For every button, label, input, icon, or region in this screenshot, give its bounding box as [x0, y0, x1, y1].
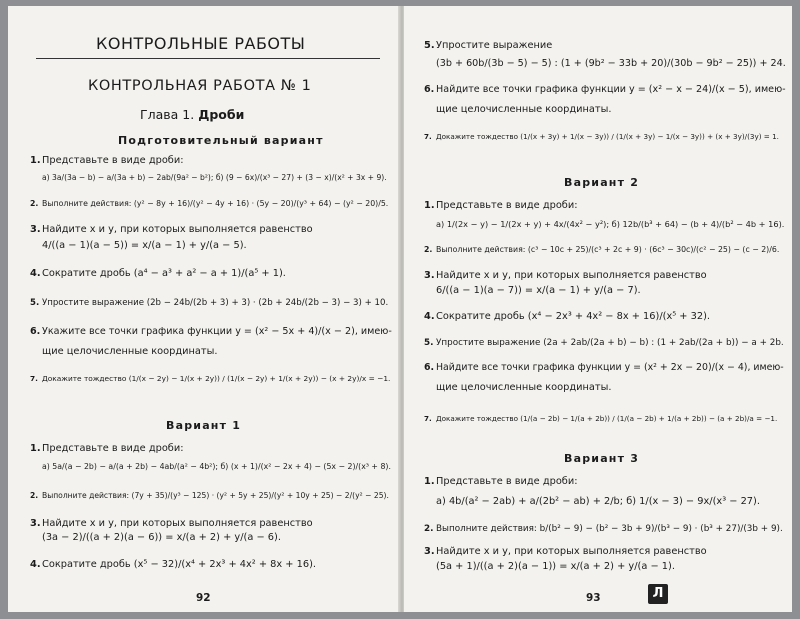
task-number: 6. — [424, 84, 435, 95]
task-text: Сократите дробь (a⁴ − a³ + a² − a + 1)/(a⁵ + 1). — [42, 268, 286, 279]
left-page — [8, 6, 400, 612]
task-line — [424, 285, 641, 296]
task-text: 6/((a − 1)(a − 7)) = x/(a − 1) + y/(a − 7). — [436, 285, 641, 296]
task-text: Докажите тождество (1/(x − 2y) − 1/(x + 2y)) / (1/(x − 2y) + 1/(x + 2y)) − (x + 2y)/x = −1. — [42, 374, 391, 383]
task-text: а) 4b/(a² − 2ab) + a/(2b² − ab) + 2/b; б) 1/(x − 3) − 9x/(x³ − 27). — [436, 496, 760, 507]
task-line — [424, 524, 783, 534]
task-line — [30, 268, 286, 279]
task-number: 4. — [30, 268, 41, 279]
task-text: щие целочисленные координаты. — [42, 346, 218, 357]
task-number: 6. — [424, 362, 435, 373]
right-page — [404, 6, 792, 612]
task-line — [30, 532, 281, 543]
task-text: Представьте в виде дроби: — [436, 200, 578, 211]
task-text: 4/((a − 1)(a − 5)) = x/(a − 1) + y/(a − 5). — [42, 240, 247, 251]
task-line — [424, 270, 707, 281]
task-number: 6. — [30, 326, 41, 337]
task-number: 7. — [30, 374, 38, 383]
task-line — [30, 199, 388, 208]
task-line — [424, 338, 784, 348]
task-text: Выполните действия: b/(b² − 9) − (b² − 3b + 9)/(b³ − 9) · (b³ + 27)/(3b + 9). — [436, 524, 783, 534]
task-text: Найдите x и y, при которых выполняется равенство — [42, 518, 313, 529]
task-line — [30, 346, 217, 357]
prep-variant-title: Подготовительный вариант — [118, 134, 324, 147]
task-text: Сократите дробь (x⁵ − 32)/(x⁴ + 2x³ + 4x² + 8x + 16). — [42, 559, 317, 570]
task-number: 5. — [424, 40, 435, 51]
task-text: Упростите выражение (2b − 24b/(2b + 3) + 3) · (2b + 24b/(2b − 3) − 3) + 10. — [42, 298, 389, 308]
variant1-title: Вариант 1 — [166, 419, 242, 432]
chapter-name: Дроби — [198, 107, 245, 122]
task-line — [30, 491, 389, 500]
task-line — [424, 200, 578, 211]
task-line — [424, 362, 784, 373]
task-line — [424, 476, 578, 487]
variant2-title: Вариант 2 — [564, 176, 640, 189]
task-line — [424, 104, 611, 115]
task-text: Представьте в виде дроби: — [42, 443, 184, 454]
variant3-title: Вариант 3 — [564, 452, 640, 465]
task-text: щие целочисленные координаты. — [436, 104, 612, 115]
task-line — [424, 414, 777, 423]
task-line — [424, 40, 552, 51]
task-text: Выполните действия: (7y + 35)/(y³ − 125) · (y² + 5y + 25)/(y² + 10y + 25) − 2/(y² − 25). — [42, 491, 389, 500]
task-line — [424, 84, 786, 95]
task-text: Представьте в виде дроби: — [436, 476, 578, 487]
task-number: 1. — [424, 200, 435, 211]
task-line — [30, 443, 184, 454]
task-number: 2. — [30, 199, 39, 208]
task-line — [30, 326, 392, 337]
task-number: 2. — [424, 524, 434, 534]
task-text: Найдите x и y, при которых выполняется равенство — [436, 546, 707, 557]
task-line — [424, 219, 784, 229]
task-text: Упростите выражение — [436, 40, 553, 51]
task-text: Найдите все точки графика функции y = (x² + 2x − 20)/(x − 4), имею- — [436, 362, 784, 373]
task-line — [424, 58, 786, 69]
task-line — [30, 240, 247, 251]
task-line — [30, 173, 387, 182]
task-text: а) 5a/(a − 2b) − a/(a + 2b) − 4ab/(a² − 4b²); б) (x + 1)/(x² − 2x + 4) − (5x − 2)/(x³ + 8). — [42, 462, 391, 471]
task-number: 2. — [424, 245, 433, 254]
task-number: 4. — [424, 311, 435, 322]
task-number: 1. — [424, 476, 435, 487]
task-number: 7. — [424, 132, 432, 141]
task-text: Представьте в виде дроби: — [42, 155, 184, 166]
page-number-right: 93 — [586, 592, 601, 604]
task-line — [30, 298, 388, 308]
task-text: (3a − 2)/((a + 2)(a − 6)) = x/(a + 2) + y/(a − 6). — [42, 532, 281, 543]
task-text: (5a + 1)/((a + 2)(a − 1)) = x/(a + 2) + y/(a − 1). — [436, 561, 675, 572]
task-line — [424, 311, 710, 322]
task-text: Докажите тождество (1/(x + 3y) + 1/(x − 3y)) / (1/(x + 3y) − 1/(x − 3y)) + (x + 3y)/(3y) = 1. — [436, 132, 779, 141]
task-text: Выполните действия: (c³ − 10c + 25)/(c³ + 2c + 9) · (6c³ − 30c)/(c² − 25) − (c − 2)/6. — [436, 245, 780, 254]
task-number: 3. — [30, 224, 41, 235]
publisher-logo: Л — [648, 584, 668, 604]
chapter-heading — [140, 107, 244, 122]
task-line — [30, 559, 316, 570]
task-line — [424, 382, 611, 393]
task-line — [424, 245, 779, 254]
chapter-prefix: Глава 1. — [140, 107, 195, 122]
task-text: Докажите тождество (1/(a − 2b) − 1/(a + 2b)) / (1/(a − 2b) + 1/(a + 2b)) − (a + 2b)/a = −1. — [436, 414, 778, 423]
task-line — [424, 132, 779, 141]
task-line — [30, 374, 390, 383]
page-number-left: 92 — [196, 592, 211, 604]
task-number: 4. — [30, 559, 41, 570]
task-number: 7. — [424, 414, 432, 423]
task-text: Сократите дробь (x⁴ − 2x³ + 4x² − 8x + 16)/(x⁵ + 32). — [436, 311, 711, 322]
task-text: а) 1/(2x − y) − 1/(2x + y) + 4x/(4x² − y²); б) 12b/(b³ + 64) − (b + 4)/(b² − 4b + 16). — [436, 219, 785, 229]
task-number: 2. — [30, 491, 39, 500]
task-text: щие целочисленные координаты. — [436, 382, 612, 393]
task-line — [30, 462, 391, 471]
task-number: 5. — [30, 298, 40, 308]
task-text: а) 3a/(3a − b) − a/(3a + b) − 2ab/(9a² − b²); б) (9 − 6x)/(x³ − 27) + (3 − x)/(x² + 3x + 9). — [42, 173, 387, 182]
task-text: Укажите все точки графика функции y = (x² − 5x + 4)/(x − 2), имею- — [42, 326, 392, 337]
task-line — [424, 561, 675, 572]
task-line — [30, 155, 184, 166]
section-title: КОНТРОЛЬНЫЕ РАБОТЫ — [96, 34, 306, 53]
task-text: Найдите x и y, при которых выполняется равенство — [436, 270, 707, 281]
task-number: 1. — [30, 443, 41, 454]
task-number: 5. — [424, 338, 434, 348]
task-line — [30, 224, 313, 235]
section-title-rule — [36, 58, 380, 59]
task-number: 3. — [424, 546, 435, 557]
task-number: 3. — [30, 518, 41, 529]
task-text: Найдите все точки графика функции y = (x² − x − 24)/(x − 5), имею- — [436, 84, 786, 95]
work-title: КОНТРОЛЬНАЯ РАБОТА № 1 — [88, 78, 312, 94]
task-line — [424, 546, 707, 557]
task-text: (3b + 60b/(3b − 5) − 5) : (1 + (9b² − 33b + 20)/(30b − 9b² − 25)) + 24. — [436, 58, 786, 69]
task-line — [424, 496, 760, 507]
task-text: Упростите выражение (2a + 2ab/(2a + b) − b) : (1 + 2ab/(2a + b)) − a + 2b. — [436, 338, 784, 348]
task-text: Найдите x и y, при которых выполняется равенство — [42, 224, 313, 235]
task-line — [30, 518, 313, 529]
task-text: Выполните действия: (y² − 8y + 16)/(y² − 4y + 16) · (5y − 20)/(y³ + 64) − (y² − 20)/5. — [42, 199, 389, 208]
task-number: 3. — [424, 270, 435, 281]
task-number: 1. — [30, 155, 41, 166]
